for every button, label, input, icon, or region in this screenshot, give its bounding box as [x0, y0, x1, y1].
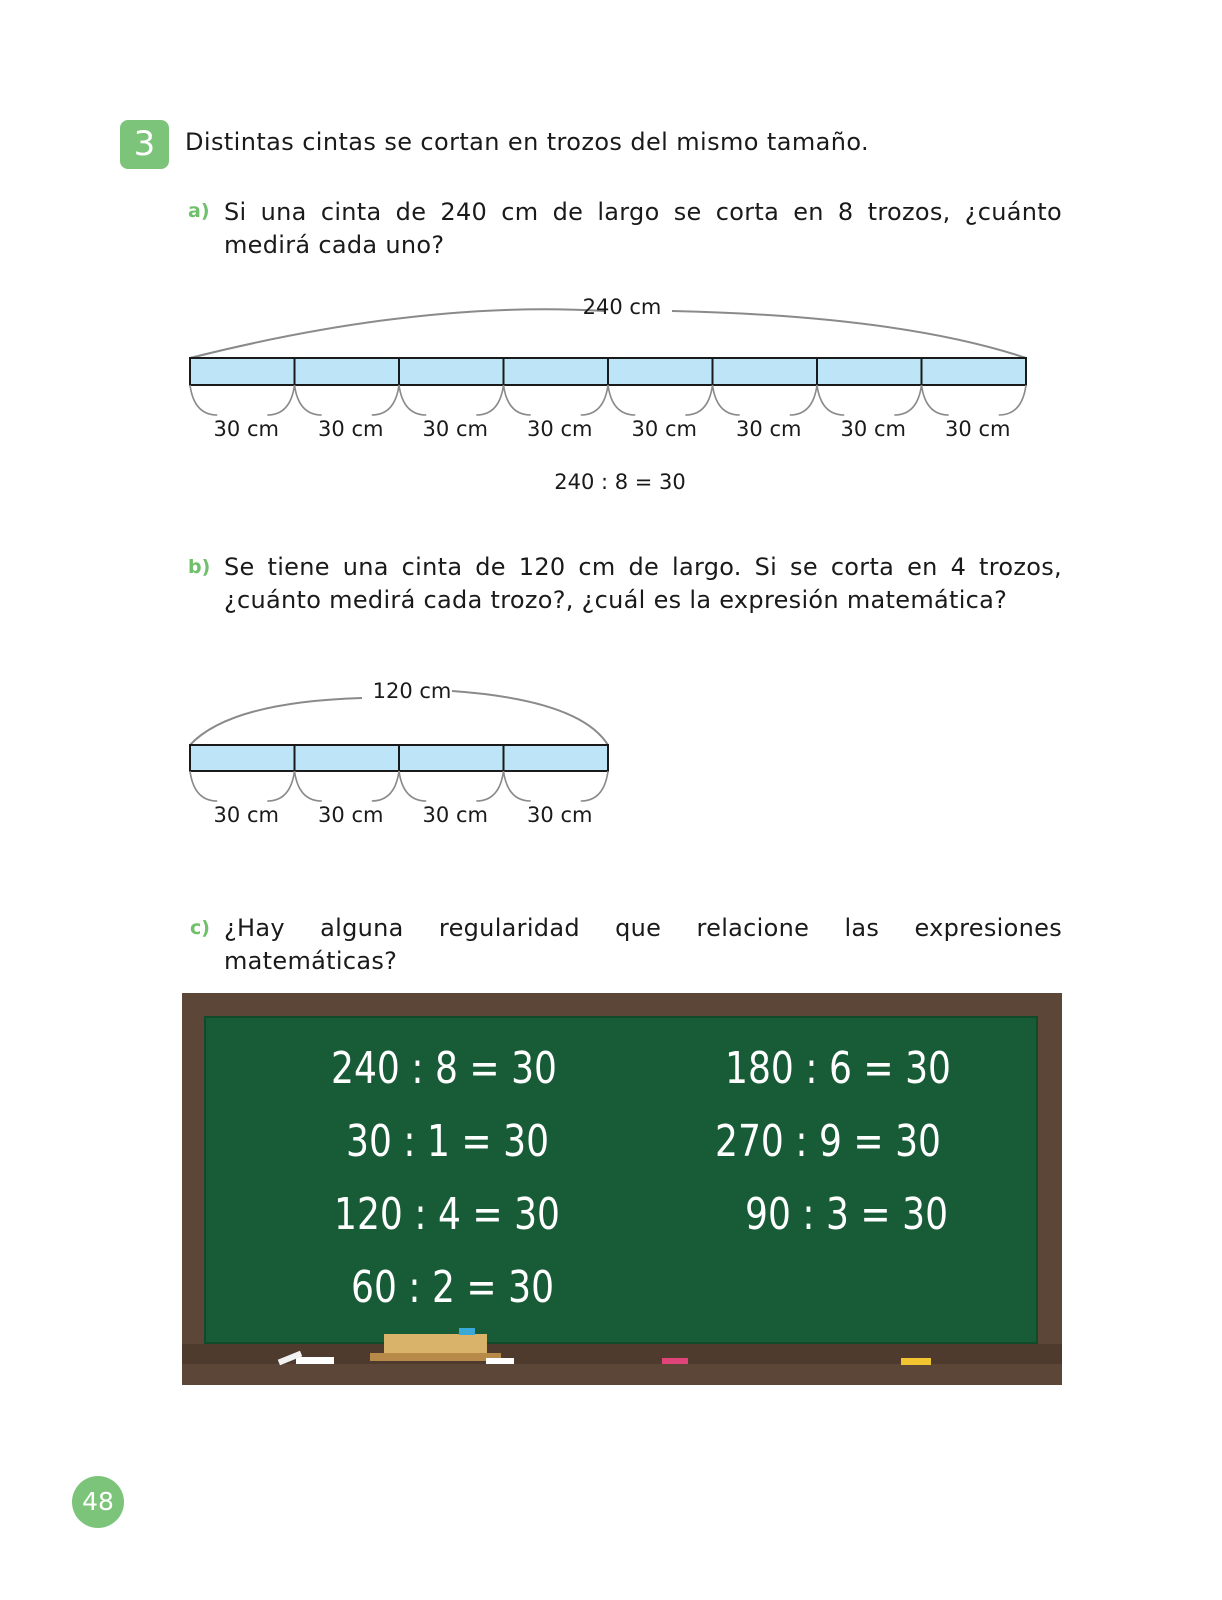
tape-segment — [399, 745, 504, 771]
piece-brace — [190, 771, 295, 801]
board-equation: 270 : 9 = 30 — [715, 1116, 941, 1167]
piece-brace — [190, 385, 295, 415]
tape-segment — [295, 745, 400, 771]
tape-segment — [504, 745, 609, 771]
question-b-letter: b) — [188, 556, 211, 578]
exercise-intro: Distintas cintas se cortan en trozos del mismo tamaño. — [185, 128, 870, 156]
piece-label: 30 cm — [840, 417, 906, 441]
board-equation: 180 : 6 = 30 — [725, 1043, 951, 1094]
piece-brace — [295, 385, 400, 415]
tape-segment — [399, 358, 504, 385]
yellow-chalk — [901, 1358, 931, 1365]
total-arc-right — [672, 311, 1026, 358]
tape-segment — [608, 358, 713, 385]
piece-label: 30 cm — [527, 803, 593, 827]
piece-brace — [504, 771, 609, 801]
piece-brace — [922, 385, 1027, 415]
tape-segment — [504, 358, 609, 385]
board-equation: 120 : 4 = 30 — [334, 1189, 560, 1240]
piece-brace — [295, 771, 400, 801]
piece-brace — [817, 385, 922, 415]
tape-segment — [817, 358, 922, 385]
board-equation: 30 : 1 = 30 — [346, 1116, 550, 1167]
piece-label: 30 cm — [422, 803, 488, 827]
piece-label: 30 cm — [422, 417, 488, 441]
piece-brace — [608, 385, 713, 415]
piece-label: 30 cm — [736, 417, 802, 441]
eraser — [384, 1334, 487, 1354]
eraser-base — [370, 1353, 501, 1361]
piece-label: 30 cm — [318, 417, 384, 441]
pink-chalk — [662, 1358, 688, 1364]
board-equation: 90 : 3 = 30 — [745, 1189, 949, 1240]
total-arc-left — [190, 309, 605, 358]
piece-braces-120 — [190, 771, 608, 801]
piece-brace — [713, 385, 818, 415]
page-number: 48 — [72, 1476, 124, 1528]
question-a-text: Si una cinta de 240 cm de largo se corta en 8 trozos, ¿cuánto medirá cada uno? — [224, 198, 1062, 259]
board-equation: 60 : 2 = 30 — [351, 1262, 555, 1313]
question-c-text: ¿Hay alguna regularidad que relacione las expresiones matemáticas? — [224, 914, 1062, 975]
tape-diagram-240 — [0, 0, 1222, 520]
total-label-120: 120 cm — [372, 679, 452, 703]
tape-segment — [295, 358, 400, 385]
piece-label: 30 cm — [631, 417, 697, 441]
question-a-letter: a) — [188, 200, 210, 222]
total-label-240: 240 cm — [582, 295, 662, 319]
tape-segment — [190, 358, 295, 385]
piece-label: 30 cm — [213, 417, 279, 441]
piece-brace — [399, 385, 504, 415]
tape-120 — [190, 745, 608, 771]
tape-segment — [190, 745, 295, 771]
piece-braces-240 — [190, 385, 1026, 415]
white-chalk — [296, 1357, 334, 1364]
white-chalk-small — [486, 1358, 514, 1364]
equation-a: 240 : 8 = 30 — [554, 470, 686, 494]
piece-labels-120 — [214, 803, 593, 827]
board-equation: 240 : 8 = 30 — [331, 1043, 557, 1094]
piece-brace — [399, 771, 504, 801]
total-arc-left-b — [190, 698, 362, 745]
piece-label: 30 cm — [945, 417, 1011, 441]
tape-diagram-120 — [0, 640, 1222, 840]
tape-240 — [190, 358, 1026, 385]
total-arc-right-b — [452, 691, 608, 745]
piece-label: 30 cm — [213, 803, 279, 827]
piece-labels-240 — [214, 417, 1011, 441]
question-c-letter: c) — [190, 917, 210, 939]
piece-label: 30 cm — [527, 417, 593, 441]
exercise-number-badge: 3 — [120, 120, 169, 169]
tape-segment — [713, 358, 818, 385]
piece-brace — [504, 385, 609, 415]
blue-chalk — [459, 1328, 475, 1335]
tape-segment — [922, 358, 1027, 385]
piece-label: 30 cm — [318, 803, 384, 827]
question-b-text: Se tiene una cinta de 120 cm de largo. Si se corta en 4 trozos, ¿cuánto medirá cada trozo?, ¿cuál es la expresión matemática? — [224, 553, 1062, 614]
